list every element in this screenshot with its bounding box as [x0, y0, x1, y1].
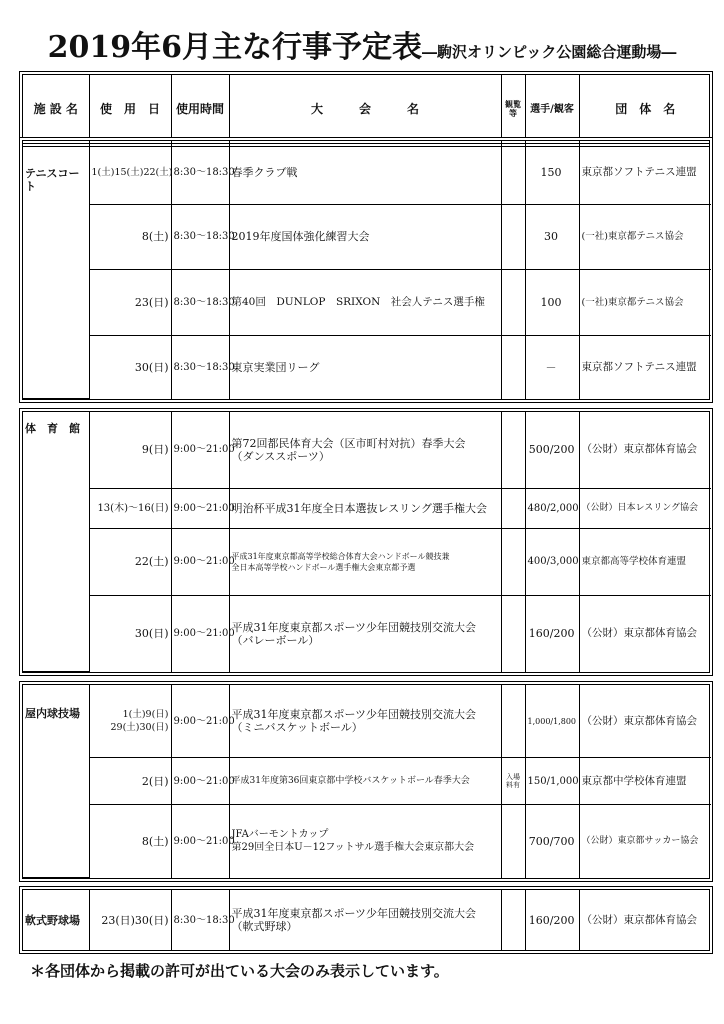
baseball-field-block	[22, 889, 710, 951]
use-time: 8:30～18:30	[171, 141, 229, 204]
organization: 東京都中学校体育連盟	[579, 758, 711, 805]
use-time: 9:00～21:00	[171, 412, 229, 488]
participant-count: 1,000/1,800	[525, 685, 579, 758]
table-row	[23, 890, 711, 950]
footnote: ＊各団体から掲載の許可が出ている大会のみ表示しています。	[30, 962, 449, 980]
event-name	[229, 685, 501, 758]
participant-count: 480/2,000	[525, 488, 579, 528]
observation-cell	[501, 412, 525, 488]
participant-count: 100	[525, 270, 579, 336]
event-name	[229, 890, 501, 950]
event-line: （ダンススポーツ）	[231, 449, 330, 463]
organization: （公財）東京都サッカー協会	[579, 805, 711, 878]
event-name: 2019年度国体強化練習大会	[229, 204, 501, 270]
admission-fee-note: 入場料有	[501, 758, 525, 805]
use-date: 30(日)	[89, 595, 171, 671]
use-date: 22(土)	[89, 529, 171, 595]
table-row	[23, 412, 711, 488]
use-date: 13(木)～16(日)	[89, 488, 171, 528]
facility-name: 軟式野球場	[23, 890, 89, 950]
table-row	[23, 204, 711, 270]
table-row	[23, 270, 711, 336]
use-time: 8:30～18:30	[171, 890, 229, 950]
date-line: 1(土)9(日)	[122, 709, 169, 721]
organization: 東京都高等学校体育連盟	[579, 529, 711, 595]
use-date: 2(日)	[89, 758, 171, 805]
event-name	[229, 595, 501, 671]
header-observation: 観覧等	[501, 75, 525, 143]
observation-cell	[501, 141, 525, 204]
use-date: 23(日)30(日)	[89, 890, 171, 950]
participant-count: 500/200	[525, 412, 579, 488]
date-line: 29(土)30(日)	[110, 722, 169, 734]
use-date: 30(日)	[89, 335, 171, 398]
table-row	[23, 335, 711, 398]
participant-count: 400/3,000	[525, 529, 579, 595]
header-time: 使用時間	[171, 75, 229, 143]
event-line: （ミニバスケットボール）	[231, 721, 363, 735]
header-facility: 施 設 名	[23, 75, 89, 143]
use-time: 8:30～18:30	[171, 270, 229, 336]
organization: （公財）東京都体育協会	[579, 890, 711, 950]
event-line: 平成31年度東京都スポーツ少年団競技別交流大会	[231, 907, 477, 920]
observation-cell	[501, 204, 525, 270]
event-line: 第72回都民体育大会（区市町村対抗）春季大会	[231, 436, 466, 450]
use-time: 8:30～18:30	[171, 204, 229, 270]
header-event: 大 会 名	[229, 75, 501, 143]
header-count: 選手/観客	[525, 75, 579, 143]
use-time: 9:00～21:00	[171, 758, 229, 805]
page-header	[0, 22, 724, 66]
organization: 東京都ソフトテニス連盟	[579, 141, 711, 204]
organization: （公財）東京都体育協会	[579, 595, 711, 671]
event-line: JFAバーモントカップ	[231, 829, 329, 841]
facility-name: 体 育 館	[23, 412, 89, 672]
table-row	[23, 141, 711, 204]
event-line: 平成31年度東京都高等学校総合体育大会ハンドボール競技兼	[231, 551, 450, 561]
organization: 東京都ソフトテニス連盟	[579, 335, 711, 398]
event-name: 東京実業団リーグ	[229, 335, 501, 398]
page-title: 2019年6月主な行事予定表	[47, 30, 422, 65]
use-date: 1(土)15(土)22(土)	[89, 141, 171, 204]
event-line: 平成31年度東京都スポーツ少年団競技別交流大会	[231, 620, 477, 634]
header-date: 使 用 日	[89, 75, 171, 143]
use-time: 8:30～18:30	[171, 335, 229, 398]
event-line: （軟式野球）	[231, 920, 298, 933]
organization: （公財）東京都体育協会	[579, 412, 711, 488]
event-line: 全日本高等学校ハンドボール選手権大会東京都予選	[231, 562, 416, 572]
table-row	[23, 529, 711, 595]
use-time: 9:00～21:00	[171, 685, 229, 758]
participant-count: 150/1,000	[525, 758, 579, 805]
header-block	[22, 74, 710, 144]
use-date	[89, 685, 171, 758]
use-date: 8(土)	[89, 805, 171, 878]
observation-cell	[501, 595, 525, 671]
event-name: 第40回 DUNLOP SRIXON 社会人テニス選手権	[229, 270, 501, 336]
event-name	[229, 412, 501, 488]
participant-count: 700/700	[525, 805, 579, 878]
table-row	[23, 488, 711, 528]
use-date: 23(日)	[89, 270, 171, 336]
use-time: 9:00～21:00	[171, 595, 229, 671]
table-row	[23, 685, 711, 758]
organization: （公財）日本レスリング協会	[579, 488, 711, 528]
participant-count: 160/200	[525, 595, 579, 671]
facility-name: 屋内球技場	[23, 685, 89, 878]
organization: (一社)東京都テニス協会	[579, 204, 711, 270]
observation-cell	[501, 270, 525, 336]
observation-cell	[501, 685, 525, 758]
gymnasium-block	[22, 411, 710, 673]
event-line: 第29回全日本U－12フットサル選手権大会東京都大会	[231, 842, 475, 854]
use-date: 8(土)	[89, 204, 171, 270]
event-name: 明治杯平成31年度全日本選抜レスリング選手権大会	[229, 488, 501, 528]
event-line: 平成31年度東京都スポーツ少年団競技別交流大会	[231, 708, 477, 722]
participant-count: －	[525, 335, 579, 398]
observation-cell	[501, 890, 525, 950]
table-row	[23, 595, 711, 671]
organization: (一社)東京都テニス協会	[579, 270, 711, 336]
facility-name: テニスコート	[23, 141, 89, 399]
event-name: 平成31年度第36回東京都中学校バスケットボール春季大会	[229, 758, 501, 805]
use-time: 9:00～21:00	[171, 805, 229, 878]
participant-count: 30	[525, 204, 579, 270]
tennis-court-block	[22, 140, 710, 400]
table-row	[23, 758, 711, 805]
header-org: 団 体 名	[579, 75, 711, 143]
page-subtitle: ―駒沢オリンピック公園総合運動場―	[421, 43, 677, 61]
observation-cell	[501, 335, 525, 398]
use-time: 9:00～21:00	[171, 529, 229, 595]
table-row	[23, 805, 711, 878]
event-line: （バレーボール）	[231, 633, 320, 647]
observation-cell	[501, 805, 525, 878]
use-time: 9:00～21:00	[171, 488, 229, 528]
event-name	[229, 805, 501, 878]
indoor-court-block	[22, 684, 710, 879]
participant-count: 160/200	[525, 890, 579, 950]
observation-cell	[501, 488, 525, 528]
event-name: 春季クラブ戦	[229, 141, 501, 204]
use-date: 9(日)	[89, 412, 171, 488]
observation-cell	[501, 529, 525, 595]
participant-count: 150	[525, 141, 579, 204]
event-name	[229, 529, 501, 595]
organization: （公財）東京都体育協会	[579, 685, 711, 758]
